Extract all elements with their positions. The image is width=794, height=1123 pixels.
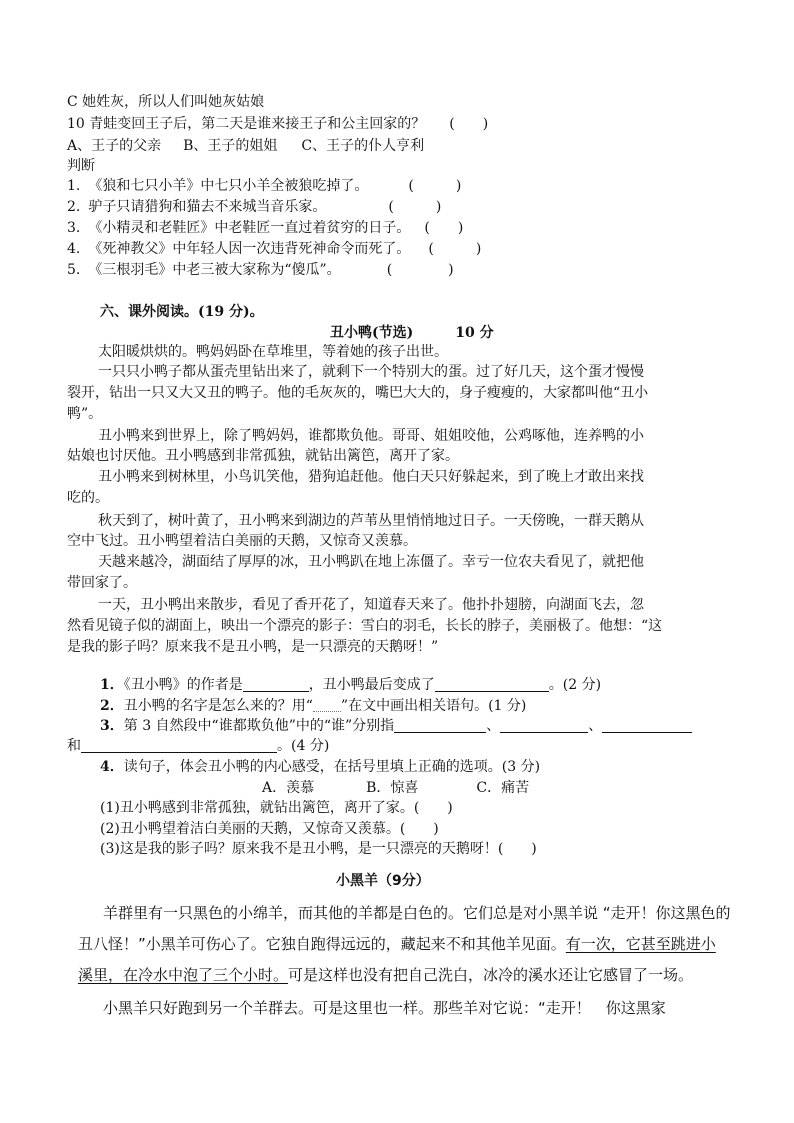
question-text: ”在文中画出相关语句。(1 分) (340, 698, 527, 714)
judge-item-num: 5. (67, 262, 81, 278)
question-text: ，丑小鸭最后变成了 (308, 677, 435, 693)
underlined-sentence: 溪里，在冷水中泡了三个小时。 (78, 966, 289, 984)
judge-item (67, 240, 481, 258)
answer-blank[interactable] (602, 718, 692, 733)
judge-heading: 判断 (67, 158, 95, 174)
story-line: 裂开，钻出一只又大又丑的鸭子。他的毛灰灰的，嘴巴大大的，身子瘦瘦的，大家都叫他“丑小 (67, 385, 649, 401)
option-c: C．痛苦 (476, 780, 530, 796)
story-line: 带回家了。 (67, 575, 137, 591)
duck-question-4-options (262, 779, 529, 797)
duck-question-3 (100, 717, 692, 735)
story-line: 吃的。 (67, 490, 109, 506)
story-line: 姑娘也讨厌他。丑小鸭感到非常孤独，就钻出篱笆，离开了家。 (67, 448, 459, 464)
question-10 (67, 115, 488, 133)
question-text: 第 3 自然段中“谁都欺负他”中的“谁”分别指 (123, 718, 395, 734)
judge-item-text: 驴子只请猎狗和猫去不来城当音乐家。 (88, 199, 327, 215)
judge-answer-paren[interactable]: ( ) (408, 178, 462, 194)
answer-blank[interactable] (500, 718, 588, 733)
story-line: 一天，丑小鸭出来散步，看见了香开花了，知道春天来了。他扑扑翅膀，向湖面飞去，忽 (98, 597, 644, 613)
wavy-underline-mark (313, 699, 341, 712)
question-points: 。(4 分) (277, 738, 330, 754)
question-number: 4． (100, 759, 124, 775)
answer-blank[interactable] (394, 718, 486, 733)
story-line: 丑小鸭来到世界上，除了鸭妈妈，谁都欺负他。哥哥、姐姐咬他，公鸡啄他，连养鸭的小 (98, 428, 644, 444)
duck-question-4 (100, 758, 540, 776)
question-number: 2． (100, 698, 124, 714)
question-text: 读句子，体会丑小鸭的内心感受，在括号里填上正确的选项。(3 分) (123, 759, 541, 775)
story-line: 空中飞过。丑小鸭望着洁白美丽的天鹅，又惊奇又羡慕。 (67, 533, 417, 549)
judge-answer-paren[interactable]: ( ) (386, 262, 454, 278)
duck-question-3-cont (67, 737, 329, 755)
judge-item (67, 261, 454, 279)
judge-answer-paren[interactable]: ( ) (388, 199, 442, 215)
duck-question-1 (100, 676, 601, 694)
answer-blank-became[interactable] (435, 677, 549, 692)
black-sheep-line (78, 934, 716, 954)
judge-item (67, 219, 463, 237)
judge-item-num: 2. (67, 199, 81, 215)
duck-question-4-item: (2)丑小鸭望着洁白美丽的天鹅，又惊奇又羡慕。( ) (100, 821, 439, 837)
story-title-text: 丑小鸭(节选) (330, 325, 414, 341)
duck-question-2 (100, 697, 526, 715)
black-sheep-line: 羊群里有一只黑色的小绵羊，而其他的羊都是白色的。它们总是对小黑羊说 “走开！你这黑色的 (103, 904, 731, 922)
story-line: 鸭”。 (67, 406, 103, 422)
separator: 、 (486, 718, 501, 734)
story-line: 天越来越冷，湖面结了厚厚的冰，丑小鸭趴在地上冻僵了。幸亏一位农夫看见了，就把他 (98, 554, 644, 570)
separator: 、 (588, 718, 603, 734)
underlined-sentence: 有一次，它甚至跳进小 (565, 935, 716, 953)
option-c-text: C 她姓灰，所以人们叫她灰姑娘 (67, 94, 265, 110)
question-10-option-b: B、王子的姐姐 (183, 138, 278, 154)
story-line: 是我的影子吗？原来我不是丑小鸭，是一只漂亮的天鹅呀！” (67, 639, 439, 655)
story-line: 太阳暖烘烘的。鸭妈妈卧在草堆里，等着她的孩子出世。 (98, 344, 448, 360)
duck-question-4-item: (3)这是我的影子吗？原来我不是丑小鸭，是一只漂亮的天鹅呀！( ) (100, 841, 537, 857)
story-line: 然看见镜子似的湖面上，映出一个漂亮的影子：雪白的羽毛，长长的脖子，美丽极了。他想：“这 (67, 618, 663, 634)
judge-item-text: 《三根羽毛》中老三被大家称为“傻瓜”。 (88, 262, 341, 278)
duck-question-4-item: (1)丑小鸭感到非常孤独，就钻出篱笆，离开了家。( ) (100, 800, 453, 816)
answer-blank[interactable] (81, 738, 277, 753)
question-text: 和 (67, 738, 81, 754)
story-points: 10 分 (455, 325, 494, 341)
option-b: B．惊喜 (366, 780, 419, 796)
black-sheep-line: 小黑羊只好跑到另一个羊群去。可是这里也一样。那些羊对它说：“走开！ 你这黑家 (103, 999, 666, 1017)
judge-answer-paren[interactable]: ( ) (428, 241, 482, 257)
question-10-options (67, 137, 424, 155)
question-number: 1． (100, 677, 124, 693)
judge-answer-paren[interactable]: ( ) (424, 220, 464, 236)
question-10-option-c: C、王子的仆人亨利 (301, 138, 425, 154)
story-line: 一只只小鸭子都从蛋壳里钻出来了，就剩下一个特别大的蛋。过了好几天，这个蛋才慢慢 (98, 364, 644, 380)
answer-blank-author[interactable] (243, 677, 309, 692)
question-text: 《丑小鸭》的作者是 (123, 677, 243, 693)
black-sheep-line (78, 965, 693, 985)
judge-item (67, 177, 461, 195)
story-title (330, 324, 494, 342)
judge-item-num: 3. (67, 220, 81, 236)
question-points: 。(2 分) (548, 677, 602, 693)
judge-item-text: 《死神教父》中年轻人因一次违背死神命令而死了。 (88, 241, 411, 257)
question-text: 丑小鸭的名字是怎么来的？用“ (123, 698, 313, 714)
question-10-answer-paren[interactable]: ( ) (449, 116, 489, 132)
section-6-heading: 六、课外阅读。(19 分)。 (100, 304, 264, 320)
judge-item (67, 198, 441, 216)
black-sheep-text: 丑八怪！”小黑羊可伤心了。它独自跑得远远的，藏起来不和其他羊见面。 (78, 935, 566, 953)
black-sheep-title: 小黑羊（9分） (336, 873, 430, 889)
question-10-text: 10 青蛙变回王子后，第二天是谁来接王子和公主回家的？ (67, 116, 426, 132)
judge-item-text: 《小精灵和老鞋匠》中老鞋匠一直过着贫穷的日子。 (88, 220, 411, 236)
option-a: A．羡慕 (262, 780, 315, 796)
question-10-option-a: A、王子的父亲 (67, 138, 162, 154)
judge-item-num: 4. (67, 241, 81, 257)
judge-item-text: 《狼和七只小羊》中七只小羊全被狼吃掉了。 (88, 178, 369, 194)
black-sheep-text: 可是这样也没有把自己洗白，冰冷的溪水还让它感冒了一场。 (288, 966, 694, 984)
story-line: 秋天到了，树叶黄了，丑小鸭来到湖边的芦苇丛里悄悄地过日子。一天傍晚，一群天鹅从 (98, 513, 644, 529)
question-number: 3． (100, 718, 124, 734)
story-line: 丑小鸭来到树林里，小鸟讥笑他，猎狗追赶他。他白天只好躲起来，到了晚上才敢出来找 (98, 469, 644, 485)
judge-item-num: 1. (67, 178, 81, 194)
